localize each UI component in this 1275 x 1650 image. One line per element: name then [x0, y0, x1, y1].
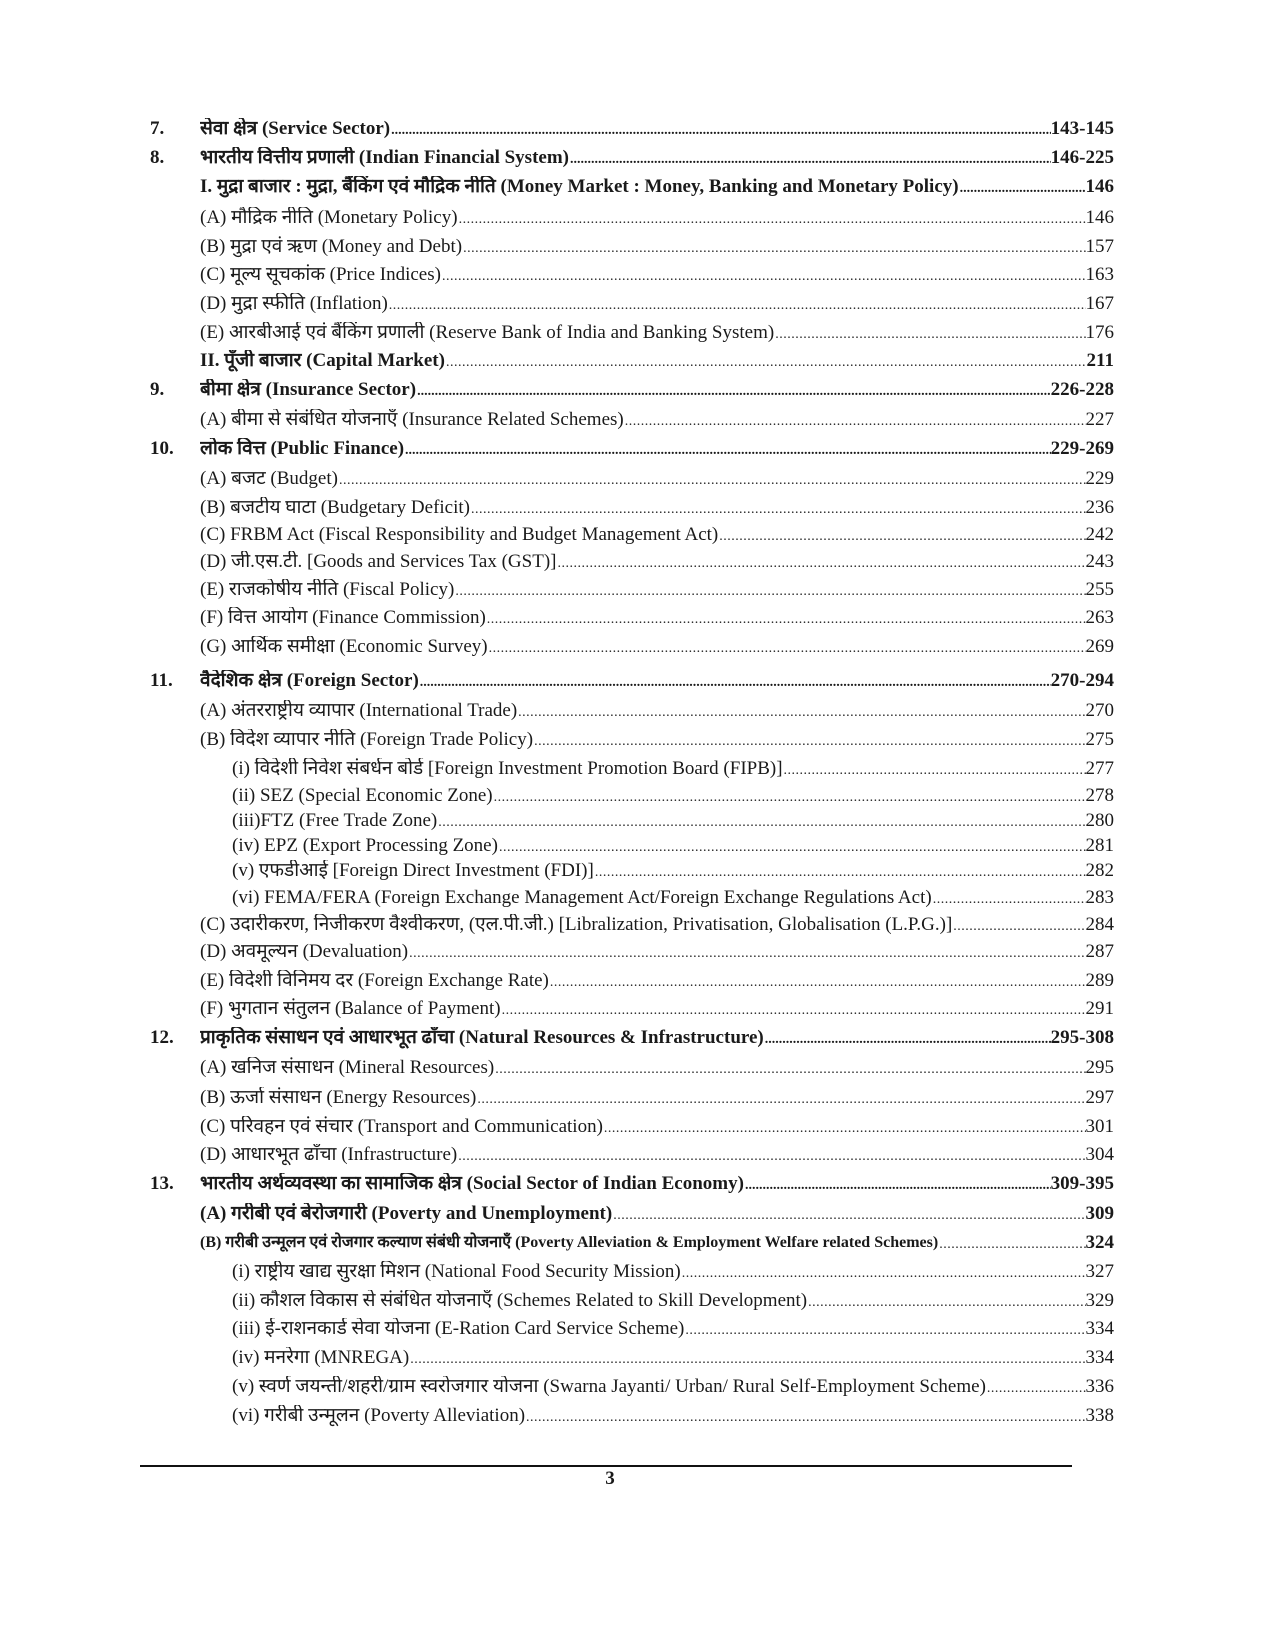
toc-entry-title: (A) गरीबी एवं बेरोजगारी (Poverty and Unemployment) [200, 1203, 613, 1224]
toc-entry[interactable] [0, 573, 1275, 601]
toc-entry[interactable] [0, 1312, 1275, 1340]
toc-page-number: 229-269 [1050, 438, 1114, 459]
toc-entry[interactable] [0, 1167, 1275, 1195]
toc-entry[interactable] [0, 1370, 1275, 1398]
toc-entry-title: (iii)FTZ (Free Trade Zone) [232, 810, 438, 831]
toc-entry[interactable] [0, 141, 1275, 169]
toc-entry-title: (i) राष्ट्रीय खाद्य सुरक्षा मिशन (National Food Security Mission) [232, 1261, 681, 1282]
toc-page-number: 284 [1085, 914, 1114, 935]
dot-leader [408, 945, 1085, 963]
toc-entry-body [200, 293, 1114, 315]
dot-leader [932, 891, 1086, 909]
toc-entry[interactable] [0, 601, 1275, 629]
toc-entry-body [200, 1232, 1114, 1254]
toc-entry-body [200, 970, 1114, 992]
toc-entry-body [200, 350, 1114, 372]
toc-page-number: 229 [1085, 468, 1114, 489]
toc-entry-title: (F) भुगतान संतुलन (Balance of Payment) [200, 998, 501, 1019]
toc-page-number: 143-145 [1050, 118, 1114, 139]
toc-entry-title: (iii) ई-राशनकार्ड सेवा योजना (E-Ration Card Service Scheme) [232, 1318, 685, 1339]
toc-entry-title: (vi) FEMA/FERA (Foreign Exchange Management Act/Foreign Exchange Regulations Act) [232, 887, 932, 908]
toc-entry-title: (iv) EPZ (Export Processing Zone) [232, 835, 498, 856]
toc-entry-body [200, 636, 1114, 658]
toc-entry-title: (A) खनिज संसाधन (Mineral Resources) [200, 1057, 495, 1078]
toc-entry-body [232, 1405, 1114, 1427]
toc-entry-body [200, 914, 1114, 936]
toc-entry[interactable] [0, 1021, 1275, 1049]
toc-page-number: 163 [1085, 264, 1114, 285]
toc-page-number: 226-228 [1050, 379, 1114, 400]
toc-entry[interactable] [0, 1226, 1275, 1254]
toc-entry[interactable] [0, 935, 1275, 963]
toc-entry[interactable] [0, 230, 1275, 258]
toc-entry-title: (A) बीमा से संबंधित योजनाएँ (Insurance Related Schemes) [200, 409, 624, 430]
toc-entry[interactable] [0, 287, 1275, 315]
toc-entry-title: (i) विदेशी निवेश संबर्धन बोर्ड [Foreign Investment Promotion Board (FIPB)] [232, 758, 783, 779]
toc-page-number: 146 [1085, 207, 1114, 228]
dot-leader [338, 472, 1086, 490]
toc-page-number: 301 [1085, 1116, 1114, 1137]
dot-leader [486, 611, 1086, 629]
toc-page-number: 278 [1085, 785, 1114, 806]
chapter-number: 7. [150, 118, 165, 139]
toc-entry-body [200, 1057, 1114, 1079]
toc-entry-body [232, 887, 1114, 909]
toc-entry-title: (B) ऊर्जा संसाधन (Energy Resources) [200, 1087, 477, 1108]
toc-entry-title: (C) मूल्य सूचकांक (Price Indices) [200, 264, 441, 285]
toc-page-number: 146-225 [1050, 147, 1114, 168]
toc-entry-title: (v) स्वर्ण जयन्ती/शहरी/ग्राम स्वरोजगार योजना (Swarna Jayanti/ Urban/ Rural Self-Employment Scheme) [232, 1376, 986, 1397]
toc-entry-title: (D) आधारभूत ढाँचा (Infrastructure) [200, 1144, 458, 1165]
dot-leader [764, 1031, 1051, 1049]
dot-leader [501, 1002, 1086, 1020]
dot-leader [445, 354, 1087, 372]
toc-entry-title: (C) परिवहन एवं संचार (Transport and Communication) [200, 1116, 603, 1137]
toc-entry[interactable] [0, 1255, 1275, 1283]
toc-entry[interactable] [0, 630, 1275, 658]
dot-leader [388, 297, 1086, 315]
toc-entry-title: II. पूँजी बाजार (Capital Market) [200, 350, 445, 371]
toc-entry-body [200, 379, 1114, 401]
dot-leader [441, 268, 1086, 286]
dot-leader [594, 864, 1086, 882]
toc-page-number: 270 [1085, 700, 1114, 721]
dot-leader [744, 1177, 1051, 1195]
toc-entry[interactable] [0, 992, 1275, 1020]
toc-entry-body [200, 118, 1114, 140]
toc-entry-title: (B) गरीबी उन्मूलन एवं रोजगार कल्याण संबंधी योजनाएँ (Poverty Alleviation & Employment Welfare related Schemes) [200, 1234, 939, 1251]
dot-leader [938, 1236, 1085, 1254]
toc-entry[interactable] [0, 779, 1275, 807]
dot-leader [952, 918, 1085, 936]
toc-page-number: 289 [1085, 970, 1114, 991]
toc-entry[interactable] [0, 462, 1275, 490]
dot-leader [681, 1265, 1086, 1283]
dot-leader [556, 555, 1085, 573]
toc-entry-title: (A) मौद्रिक नीति (Monetary Policy) [200, 207, 458, 228]
toc-page-number: 176 [1085, 322, 1114, 343]
dot-leader [404, 442, 1051, 460]
dot-leader [476, 1091, 1085, 1109]
toc-entry[interactable] [0, 664, 1275, 692]
toc-page-number: 295-308 [1050, 1027, 1114, 1048]
toc-entry-body [200, 1116, 1114, 1138]
toc-entry[interactable] [0, 545, 1275, 573]
toc-entry[interactable] [0, 1197, 1275, 1225]
toc-entry-body [232, 1347, 1114, 1369]
toc-entry[interactable] [0, 112, 1275, 140]
toc-entry[interactable] [0, 964, 1275, 992]
toc-entry-body [232, 758, 1114, 780]
toc-entry[interactable] [0, 1284, 1275, 1312]
toc-entry-title: (ii) SEZ (Special Economic Zone) [232, 785, 493, 806]
dot-leader [525, 1409, 1085, 1427]
chapter-number: 8. [150, 147, 165, 168]
toc-entry[interactable] [0, 1138, 1275, 1166]
toc-entry[interactable] [0, 373, 1275, 401]
toc-entry-body [232, 1261, 1114, 1283]
toc-entry[interactable] [0, 316, 1275, 344]
toc-page-number: 227 [1085, 409, 1114, 430]
toc-page-number: 309-395 [1050, 1173, 1114, 1194]
toc-entry[interactable] [0, 518, 1275, 546]
dot-leader [488, 640, 1086, 658]
toc-entry-title: भारतीय अर्थव्यवस्था का सामाजिक क्षेत्र (Social Sector of Indian Economy) [200, 1173, 744, 1194]
toc-entry-body [200, 1203, 1114, 1225]
toc-entry-title: (A) बजट (Budget) [200, 468, 338, 489]
dot-leader [494, 1061, 1085, 1079]
toc-entry-body [200, 941, 1114, 963]
toc-entry-title: I. मुद्रा बाजार : मुद्रा, बैंकिंग एवं मौद्रिक नीति (Money Market : Money, Banking and Monetary Policy) [200, 176, 959, 197]
dot-leader [458, 211, 1086, 229]
toc-entry-title: (vi) गरीबी उन्मूलन (Poverty Alleviation) [232, 1405, 526, 1426]
toc-entry[interactable] [0, 201, 1275, 229]
toc-page-number: 269 [1085, 636, 1114, 657]
toc-page-number: 327 [1085, 1261, 1114, 1282]
toc-page-number: 211 [1086, 350, 1114, 371]
toc-entry[interactable] [0, 258, 1275, 286]
toc-page-number: 283 [1085, 887, 1114, 908]
toc-entry-title: बीमा क्षेत्र (Insurance Sector) [200, 379, 417, 400]
toc-entry-body [200, 264, 1114, 286]
toc-entry-title: सेवा क्षेत्र (Service Sector) [200, 118, 391, 139]
dot-leader [409, 1351, 1085, 1369]
toc-page-number: 242 [1085, 524, 1114, 545]
toc-page-number: 329 [1085, 1290, 1114, 1311]
dot-leader [783, 762, 1086, 780]
toc-entry-title: (D) मुद्रा स्फीति (Inflation) [200, 293, 388, 314]
toc-entry-body [200, 497, 1114, 519]
toc-entry-body [200, 1173, 1114, 1195]
toc-entry-body [200, 468, 1114, 490]
toc-entry[interactable] [0, 1051, 1275, 1079]
toc-page-number: 334 [1085, 1347, 1114, 1368]
toc-entry-body [200, 607, 1114, 629]
toc-page-number: 297 [1085, 1087, 1114, 1108]
dot-leader [462, 240, 1085, 258]
toc-entry-body [200, 147, 1114, 169]
chapter-number: 13. [150, 1173, 174, 1194]
dot-leader [454, 583, 1085, 601]
toc-entry[interactable] [0, 1341, 1275, 1369]
toc-entry[interactable] [0, 403, 1275, 431]
toc-entry-title: (B) मुद्रा एवं ऋण (Money and Debt) [200, 236, 463, 257]
toc-page-number: 280 [1085, 810, 1114, 831]
dot-leader [569, 151, 1051, 169]
dot-leader [612, 1207, 1085, 1225]
toc-entry-title: (B) विदेश व्यापार नीति (Foreign Trade Policy) [200, 729, 534, 750]
toc-entry-body [200, 579, 1114, 601]
toc-entry-body [200, 1087, 1114, 1109]
toc-entry-title: (C) उदारीकरण, निजीकरण वैश्वीकरण, (एल.पी.जी.) [Libralization, Privatisation, Globalisation (L.P.G.)] [200, 914, 953, 935]
dot-leader [959, 180, 1086, 198]
toc-page-number: 146 [1085, 176, 1114, 197]
toc-entry-title: (ii) कौशल विकास से संबंधित योजनाएँ (Schemes Related to Skill Development) [232, 1290, 808, 1311]
toc-page-number: 243 [1085, 551, 1114, 572]
toc-page-number: 275 [1085, 729, 1114, 750]
toc-entry[interactable] [0, 908, 1275, 936]
toc-page-number: 295 [1085, 1057, 1114, 1078]
dot-leader [549, 974, 1086, 992]
toc-entry-body [200, 700, 1114, 722]
dot-leader [684, 1322, 1085, 1340]
dot-leader [390, 122, 1051, 140]
toc-page-number: 304 [1085, 1144, 1114, 1165]
toc-page-number: 309 [1085, 1203, 1114, 1224]
toc-entry[interactable] [0, 854, 1275, 882]
toc-page-number: 157 [1085, 236, 1114, 257]
chapter-number: 12. [150, 1027, 174, 1048]
toc-entry-body [232, 1318, 1114, 1340]
dot-leader [470, 501, 1086, 519]
toc-entry-title: (v) एफडीआई [Foreign Direct Investment (FDI)] [232, 860, 594, 881]
toc-entry[interactable] [0, 881, 1275, 909]
toc-entry[interactable] [0, 723, 1275, 751]
toc-page-number: 281 [1085, 835, 1114, 856]
toc-entry[interactable] [0, 1110, 1275, 1138]
toc-entry[interactable] [0, 491, 1275, 519]
toc-entry-body [200, 207, 1114, 229]
toc-entry-title: (A) अंतरराष्ट्रीय व्यापार (International Trade) [200, 700, 518, 721]
toc-entry-body [200, 551, 1114, 573]
toc-entry-title: भारतीय वित्तीय प्रणाली (Indian Financial System) [200, 147, 569, 168]
toc-entry-body [232, 1376, 1114, 1398]
footer-divider [140, 1465, 1072, 1467]
toc-entry-body [200, 1144, 1114, 1166]
dot-leader [533, 733, 1085, 751]
toc-entry-body [200, 670, 1114, 692]
toc-entry-body [200, 729, 1114, 751]
toc-page-number: 282 [1085, 860, 1114, 881]
toc-entry-body [200, 524, 1114, 546]
toc-entry-title: (C) FRBM Act (Fiscal Responsibility and Budget Management Act) [200, 524, 719, 545]
toc-entry-body [200, 998, 1114, 1020]
toc-entry[interactable] [0, 829, 1275, 857]
toc-entry-title: (E) राजकोषीय नीति (Fiscal Policy) [200, 579, 455, 600]
toc-entry-body [200, 1027, 1114, 1049]
chapter-number: 11. [150, 670, 173, 691]
chapter-number: 10. [150, 438, 174, 459]
dot-leader [603, 1120, 1086, 1138]
toc-entry-body [200, 438, 1114, 460]
toc-entry-title: (E) विदेशी विनिमय दर (Foreign Exchange Rate) [200, 970, 549, 991]
toc-entry[interactable] [0, 432, 1275, 460]
toc-page-number: 270-294 [1050, 670, 1114, 691]
dot-leader [517, 704, 1085, 722]
toc-page-number: 336 [1085, 1376, 1114, 1397]
toc-entry-title: (B) बजटीय घाटा (Budgetary Deficit) [200, 497, 470, 518]
toc-entry[interactable] [0, 804, 1275, 832]
dot-leader [718, 528, 1085, 546]
toc-entry-title: (D) अवमूल्यन (Devaluation) [200, 941, 409, 962]
toc-entry-body [200, 322, 1114, 344]
toc-entry-title: लोक वित्त (Public Finance) [200, 438, 405, 459]
toc-entry-body [232, 860, 1114, 882]
toc-entry[interactable] [0, 170, 1275, 198]
dot-leader [419, 674, 1051, 692]
chapter-number: 9. [150, 379, 165, 400]
toc-page-number: 277 [1085, 758, 1114, 779]
toc-entry-body [200, 409, 1114, 431]
toc-entry-body [200, 236, 1114, 258]
toc-page-number: 263 [1085, 607, 1114, 628]
toc-page-number: 167 [1085, 293, 1114, 314]
toc-page-number: 255 [1085, 579, 1114, 600]
toc-entry-title: वैदेशिक क्षेत्र (Foreign Sector) [200, 670, 419, 691]
dot-leader [807, 1294, 1085, 1312]
toc-entry[interactable] [0, 1399, 1275, 1427]
toc-entry-title: (D) जी.एस.टी. [Goods and Services Tax (GST)] [200, 551, 557, 572]
dot-leader [774, 326, 1085, 344]
toc-page-number: 324 [1085, 1232, 1114, 1253]
toc-page-number: 291 [1085, 998, 1114, 1019]
dot-leader [624, 413, 1086, 431]
toc-entry-title: (E) आरबीआई एवं बैंकिंग प्रणाली (Reserve Bank of India and Banking System) [200, 322, 775, 343]
toc-entry[interactable] [0, 752, 1275, 780]
dot-leader [416, 383, 1051, 401]
toc-entry-title: (F) वित्त आयोग (Finance Commission) [200, 607, 486, 628]
toc-entry[interactable] [0, 344, 1275, 372]
toc-page-number: 334 [1085, 1318, 1114, 1339]
toc-entry[interactable] [0, 694, 1275, 722]
toc-entry-title: (iv) मनरेगा (MNREGA) [232, 1347, 410, 1368]
toc-entry-title: प्राकृतिक संसाधन एवं आधारभूत ढाँचा (Natural Resources & Infrastructure) [200, 1027, 764, 1048]
toc-entry-body [200, 176, 1114, 198]
toc-page-number: 287 [1085, 941, 1114, 962]
toc-page-number: 236 [1085, 497, 1114, 518]
dot-leader [986, 1380, 1086, 1398]
toc-page-number: 338 [1085, 1405, 1114, 1426]
page-number: 3 [605, 1468, 615, 1489]
dot-leader [457, 1148, 1085, 1166]
toc-entry[interactable] [0, 1081, 1275, 1109]
toc-entry-body [232, 1290, 1114, 1312]
toc-entry-title: (G) आर्थिक समीक्षा (Economic Survey) [200, 636, 488, 657]
